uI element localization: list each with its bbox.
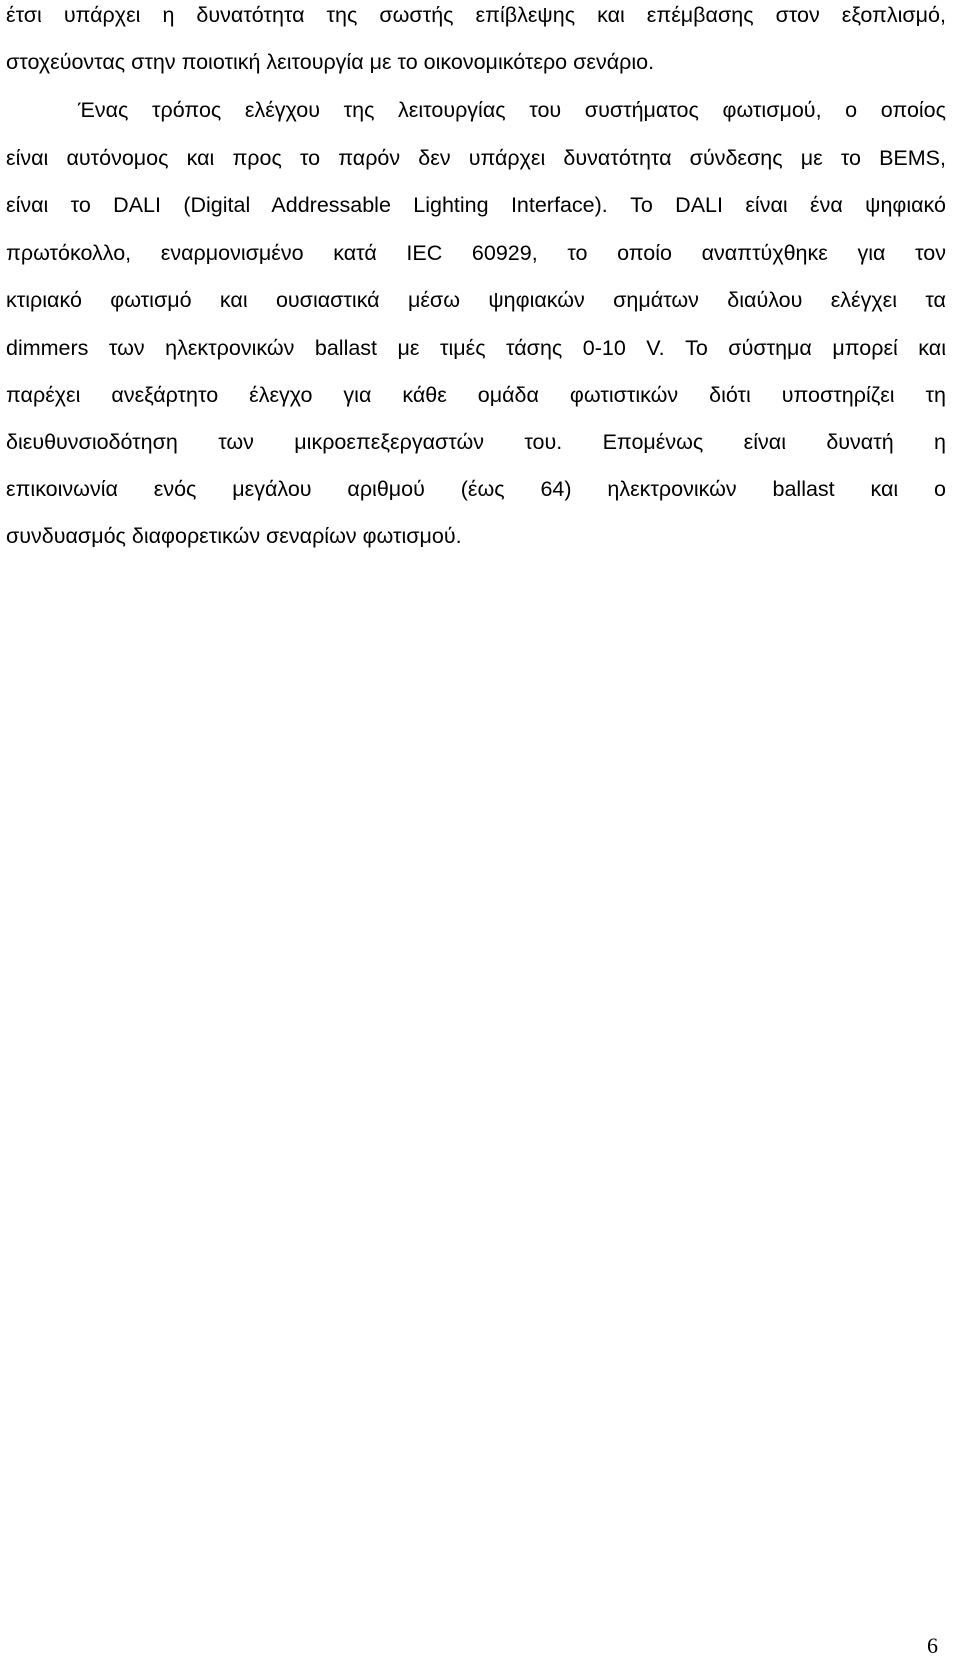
page-number: 6 xyxy=(927,1633,938,1658)
text-line: είναι το DALI (Digital Addressable Lighting Interface). Το DALI είναι ένα ψηφιακό xyxy=(6,193,946,217)
text-line: κτιριακό φωτισμό και ουσιαστικά μέσω ψηφιακών σημάτων διαύλου ελέγχει τα xyxy=(6,288,946,312)
text-line: έτσι υπάρχει η δυνατότητα της σωστής επίβλεψης και επέμβασης στον εξοπλισμό, xyxy=(6,3,946,27)
text-line: επικοινωνία ενός μεγάλου αριθμού (έως 64) ηλεκτρονικών ballast και ο xyxy=(6,477,946,501)
text-line: συνδυασμός διαφορετικών σεναρίων φωτισμού. xyxy=(6,524,462,548)
text-line: στοχεύοντας στην ποιοτική λειτουργία με το οικονομικότερο σενάριο. xyxy=(6,50,655,74)
paragraph-first-line: Ένας τρόπος ελέγχου της λειτουργίας του συστήματος φωτισμού, ο οποίος xyxy=(78,98,946,122)
text-line: παρέχει ανεξάρτητο έλεγχο για κάθε ομάδα φωτιστικών διότι υποστηρίζει τη xyxy=(6,383,946,407)
text-line: dimmers των ηλεκτρονικών ballast με τιμές τάσης 0-10 V. Το σύστημα μπορεί και xyxy=(6,336,946,360)
text-line: διευθυνσιοδότηση των μικροεπεξεργαστών του. Επομένως είναι δυνατή η xyxy=(6,430,946,454)
text-line: πρωτόκολλο, εναρμονισμένο κατά IEC 60929, το οποίο αναπτύχθηκε για τον xyxy=(6,241,946,265)
text-line: είναι αυτόνομος και προς το παρόν δεν υπάρχει δυνατότητα σύνδεσης με το BEMS, xyxy=(6,146,946,170)
